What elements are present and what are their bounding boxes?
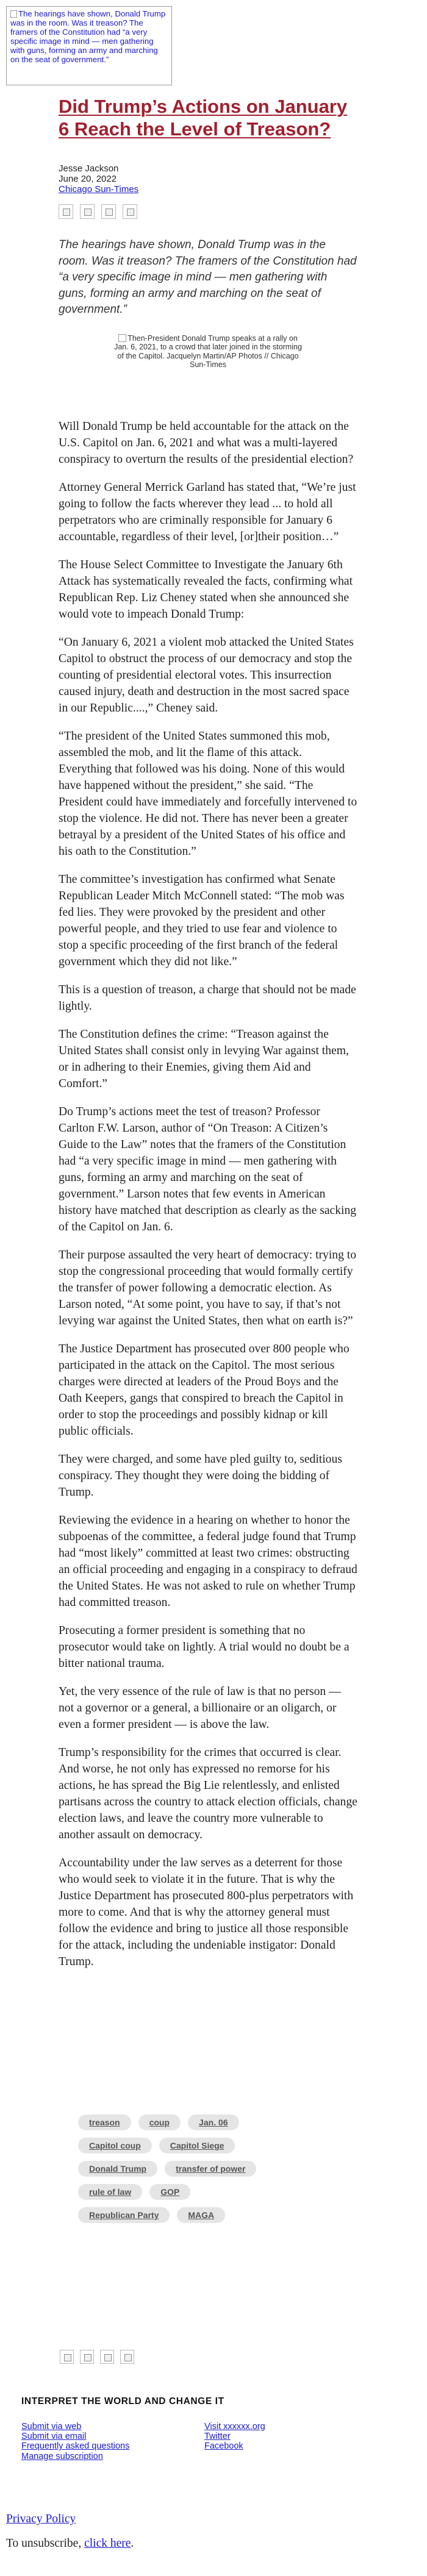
tag-gop[interactable]: GOP <box>149 2184 190 2200</box>
header-image-alt: The hearings have shown, Donald Trump was in the room. Was it treason? The framers of the Constitution had “a very specific image in mind — men gathering with guns, forming an army and marching on the seat of government.” <box>10 9 166 64</box>
article-body <box>59 418 357 1970</box>
paragraph: The committee’s investigation has confirmed what Senate Republican Leader Mitch McConnell stated: “The mob was fed lies. They were provoked by the president and other powerful people, and they tried to use fear and violence to stop a specific proceeding of the first branch of the federal government which they did not like.” <box>59 872 345 968</box>
share-icon-2[interactable] <box>80 204 95 219</box>
paragraph: Will Donald Trump be held accountable for the attack on the U.S. Capitol on Jan. 6, 2021 and what was a multi-layered conspiracy to overturn the results of the presidential election? <box>59 419 354 466</box>
footer <box>21 2396 406 2461</box>
bottom-links <box>6 2512 421 2551</box>
faq-link[interactable]: Frequently asked questions <box>21 2441 130 2452</box>
twitter-link[interactable]: Twitter <box>204 2432 231 2442</box>
share-icon-3[interactable] <box>100 2350 114 2364</box>
tag-capitol-siege[interactable]: Capitol Siege <box>159 2138 235 2153</box>
paragraph: Prosecuting a former president is something that no prosecutor would take on lightly. A trial would no doubt be a bitter national trauma. <box>59 1624 350 1670</box>
date: June 20, 2022 <box>59 174 117 184</box>
footer-title: INTERPRET THE WORLD AND CHANGE IT <box>21 2396 224 2407</box>
broken-image-icon <box>118 334 126 342</box>
facebook-link[interactable]: Facebook <box>204 2441 243 2452</box>
paragraph: Yet, the very essence of the rule of law is that no person — not a governor or a general, a billionaire or an oligarch, or even a former president — is above the law. <box>59 1685 341 1731</box>
paragraph: “On January 6, 2021 a violent mob attacked the United States Capitol to obstruct the process of our democracy and stop the counting of presidential electoral votes. This insurrection caused injury, death and destruction in the most sacred space in our Republic....,” Cheney said. <box>59 635 354 715</box>
paragraph: This is a question of treason, a charge that should not be made lightly. <box>59 983 356 1013</box>
tag-donald-trump[interactable]: Donald Trump <box>78 2161 157 2177</box>
tag-coup[interactable]: coup <box>138 2114 181 2130</box>
share-icons-top <box>59 204 357 219</box>
tag-maga[interactable]: MAGA <box>177 2207 225 2223</box>
tag-list <box>78 2114 298 2230</box>
manage-subscription-link[interactable]: Manage subscription <box>21 2451 103 2461</box>
submit-via-email-link[interactable]: Submit via email <box>21 2432 87 2442</box>
unsubscribe-prefix: To unsubscribe, <box>6 2537 85 2550</box>
article-dek: The hearings have shown, Donald Trump was in the room. Was it treason? The framers of the Constitution had “a very specific image in mind — men gathering with guns, forming an army and marching on the seat of government.” <box>59 238 357 316</box>
share-icon-3[interactable] <box>101 204 116 219</box>
tag-jan-06[interactable]: Jan. 06 <box>188 2114 239 2130</box>
paragraph: The Justice Department has prosecuted over 800 people who participated in the attack on the Capitol. The most serious charges were directed at leaders of the Proud Boys and the Oath Keepers, gangs that conspired to breach the Capitol in order to stop the proceedings and possibly kidnap or kill public officials. <box>59 1342 350 1438</box>
share-icon-1[interactable] <box>59 204 73 219</box>
paragraph: Accountability under the law serves as a deterrent for those who would seek to violate it in the future. That is why the Justice Department has prosecuted 800-plus perpetrators with more to come. And that is why the attorney general must follow the evidence and bring to justice all those responsible for the attack, including the undeniable instigator: Donald Trump. <box>59 1856 354 1968</box>
publication-link[interactable]: Chicago Sun-Times <box>59 184 139 194</box>
submit-via-web-link[interactable]: Submit via web <box>21 2422 82 2432</box>
share-icon-4[interactable] <box>120 2350 134 2364</box>
share-icon-4[interactable] <box>123 204 137 219</box>
paragraph: Reviewing the evidence in a hearing on whether to honor the subpoenas of the committee, a federal judge found that Trump had “most likely” committed at least two crimes: obstructing an official proceeding and engaging in a conspiracy to defraud the United States. He was not asked to rule on whether Trump had committed treason. <box>59 1513 357 1609</box>
share-icon-2[interactable] <box>80 2350 94 2364</box>
article-photo <box>59 334 357 369</box>
headline-link[interactable]: Did Trump’s Actions on January 6 Reach the Level of Treason? <box>59 96 348 140</box>
tag-republican-party[interactable]: Republican Party <box>78 2207 170 2223</box>
byline <box>59 163 357 194</box>
share-icon-1[interactable] <box>60 2350 74 2364</box>
photo-caption: Then-President Donald Trump speaks at a rally on Jan. 6, 2021, to a crowd that later joined in the storming of the Capitol. Jacquelyn Martin/AP Photos // Chicago Sun-Times <box>114 334 302 369</box>
footer-right-links <box>204 2422 387 2461</box>
paragraph: The Constitution defines the crime: “Treason against the United States shall consist only in levying War against them, or in adhering to their Enemies, giving them Aid and Comfort.” <box>59 1027 349 1090</box>
broken-image-icon <box>10 10 17 18</box>
unsubscribe-suffix: . <box>131 2537 134 2550</box>
tag-capitol-coup[interactable]: Capitol coup <box>78 2138 152 2153</box>
unsubscribe-link[interactable]: click here <box>84 2537 131 2550</box>
paragraph: Attorney General Merrick Garland has stated that, “We’re just going to follow the facts wherever they lead ... to hold all perpetrators who are criminally responsible for January 6 accountable, regardless of their level, [or]their position…” <box>59 480 356 543</box>
author: Jesse Jackson <box>59 163 119 174</box>
footer-left-links <box>21 2422 204 2461</box>
paragraph: Their purpose assaulted the very heart of democracy: trying to stop the congressional proceeding that would formally certify the transfer of power following a democratic election. As Larson noted, “At some point, you have to say, if that’s not levying war against the United States, then what on earth is?” <box>59 1248 357 1327</box>
header-image[interactable] <box>6 6 172 85</box>
visit-site-link[interactable]: Visit xxxxxx.org <box>204 2422 265 2432</box>
paragraph: “The president of the United States summoned this mob, assembled the mob, and lit the flame of this attack. Everything that followed was his doing. None of this would have happened without the president,” she said. “The President could have immediately and forcefully intervened to stop the violence. He did not. There has never been a greater betrayal by a president of the United States of his office and his oath to the Constitution.” <box>59 729 357 858</box>
tag-treason[interactable]: treason <box>78 2114 131 2130</box>
share-icons-bottom <box>60 2350 134 2364</box>
article <box>59 95 357 1982</box>
unsubscribe-line <box>6 2536 421 2551</box>
paragraph: Trump’s responsibility for the crimes that occurred is clear. And worse, he not only has expressed no remorse for his actions, he has spread the Big Lie relentlessly, and enlisted partisans across the country to attack election officials, change election laws, and leave the country more vulnerable to another assault on democracy. <box>59 1746 357 1841</box>
paragraph: They were charged, and some have pled guilty to, seditious conspiracy. They thought they were doing the bidding of Trump. <box>59 1452 342 1499</box>
tag-rule-of-law[interactable]: rule of law <box>78 2184 142 2200</box>
tag-transfer-of-power[interactable]: transfer of power <box>165 2161 256 2177</box>
paragraph: Do Trump’s actions meet the test of treason? Professor Carlton F.W. Larson, author of “On Treason: A Citizen’s Guide to the Law” notes that the framers of the Constitution had “a very specific image in mind — men gathering with guns, forming an army and marching on the seat of government.” Larson notes that few events in American history have matched that description as clearly as the sacking of the Capitol on Jan. 6. <box>59 1105 357 1233</box>
privacy-policy-link[interactable]: Privacy Policy <box>6 2513 76 2525</box>
paragraph: The House Select Committee to Investigate the January 6th Attack has systematically revealed the facts, confirming what Republican Rep. Liz Cheney stated when she announced she would vote to impeach Donald Trump: <box>59 558 353 621</box>
